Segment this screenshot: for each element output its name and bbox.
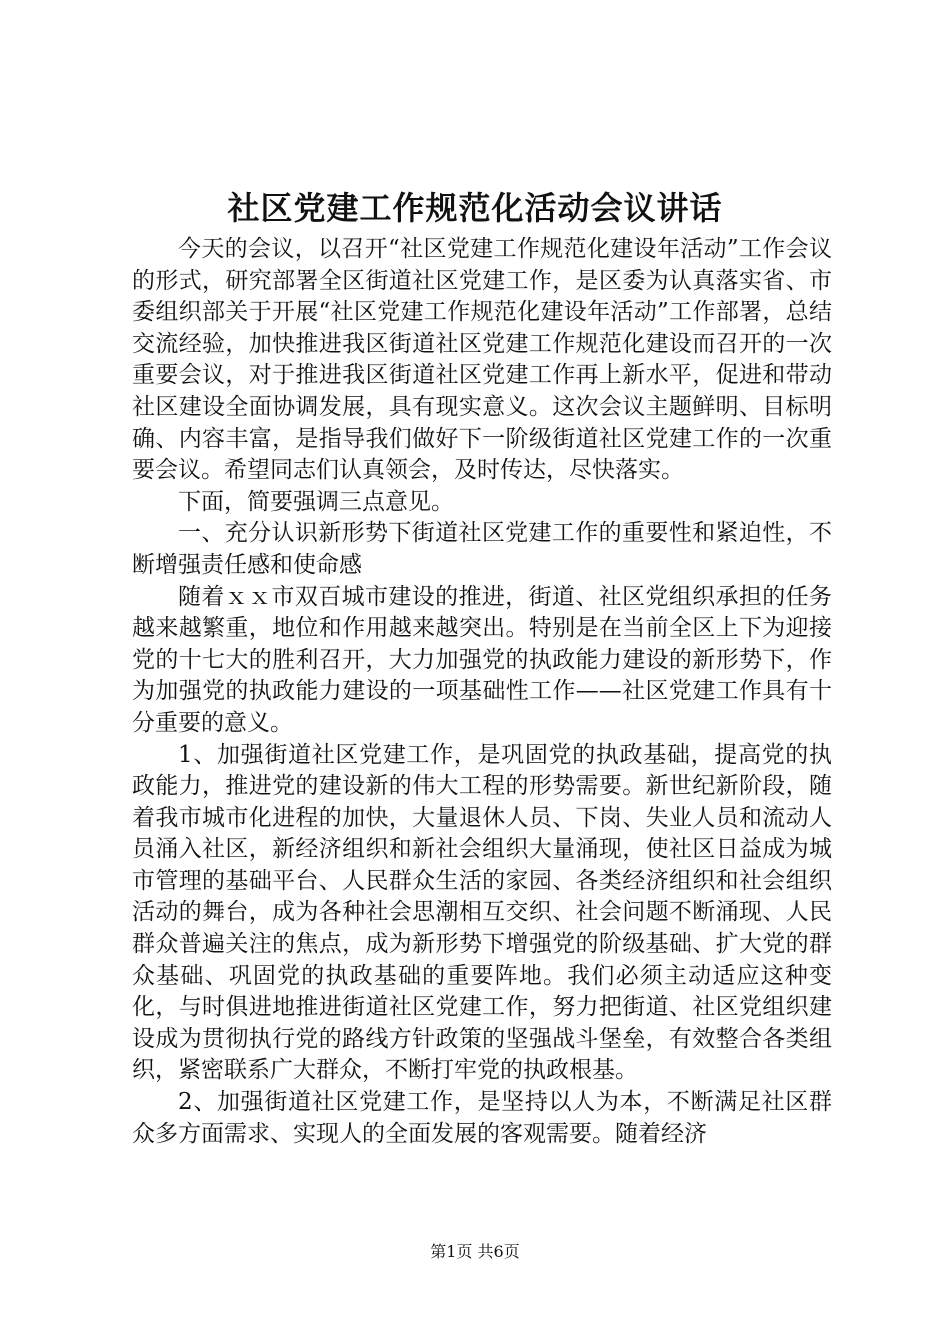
section-heading-1: 一、充分认识新形势下街道社区党建工作的重要性和紧迫性，不断增强责任感和使命感 (132, 520, 832, 578)
paragraph-point-2: 2、加强街道社区党建工作，是坚持以人为本，不断满足社区群众多方面需求、实现人的全面发展的客观需要。随着经济 (132, 1089, 832, 1147)
document-body (132, 234, 832, 1150)
paragraph-section-1: 随着ｘｘ市双百城市建设的推进，街道、社区党组织承担的任务越来越繁重，地位和作用越来越突出。特别是在当前全区上下为迎接党的十七大的胜利召开，大力加强党的执政能力建设的新形势下，作为加强党的执政能力建设的一项基础性工作——社区党建工作具有十分重要的意义。 (132, 583, 832, 736)
page-number-footer: 第1页 共6页 (430, 1242, 520, 1261)
page-title: 社区党建工作规范化活动会议讲话 (227, 189, 723, 227)
paragraph-intro: 今天的会议，以召开“社区党建工作规范化建设年活动”工作会议的形式，研究部署全区街道社区党建工作，是区委为认真落实省、市委组织部关于开展“社区党建工作规范化建设年活动”工作部署，总结交流经验，加快推进我区街道社区党建工作规范化建设而召开的一次重要会议，对于推进我区街道社区党建工作再上新水平，促进和带动社区建设全面协调发展，具有现实意义。这次会议主题鲜明、目标明确、内容丰富，是指导我们做好下一阶级街道社区党建工作的一次重要会议。希望同志们认真领会，及时传达，尽快落实。 (132, 236, 832, 484)
paragraph-outline: 下面，简要强调三点意见。 (178, 488, 454, 515)
paragraph-point-1: 1、加强街道社区党建工作，是巩固党的执政基础，提高党的执政能力，推进党的建设新的伟大工程的形势需要。新世纪新阶段，随着我市城市化进程的加快，大量退休人员、下岗、失业人员和流动人员涌入社区，新经济组织和新社会组织大量涌现，使社区日益成为城市管理的基础平台、人民群众生活的家园、各类经济组织和社会组织活动的舞台，成为各种社会思潮相互交织、社会问题不断涌现、人民群众普遍关注的焦点，成为新形势下增强党的阶级基础、扩大党的群众基础、巩固党的执政基础的重要阵地。我们必须主动适应这种变化，与时俱进地推进街道社区党建工作，努力把街道、社区党组织建设成为贯彻执行党的路线方针政策的坚强战斗堡垒，有效整合各类组织，紧密联系广大群众，不断打牢党的执政根基。 (132, 741, 832, 1084)
